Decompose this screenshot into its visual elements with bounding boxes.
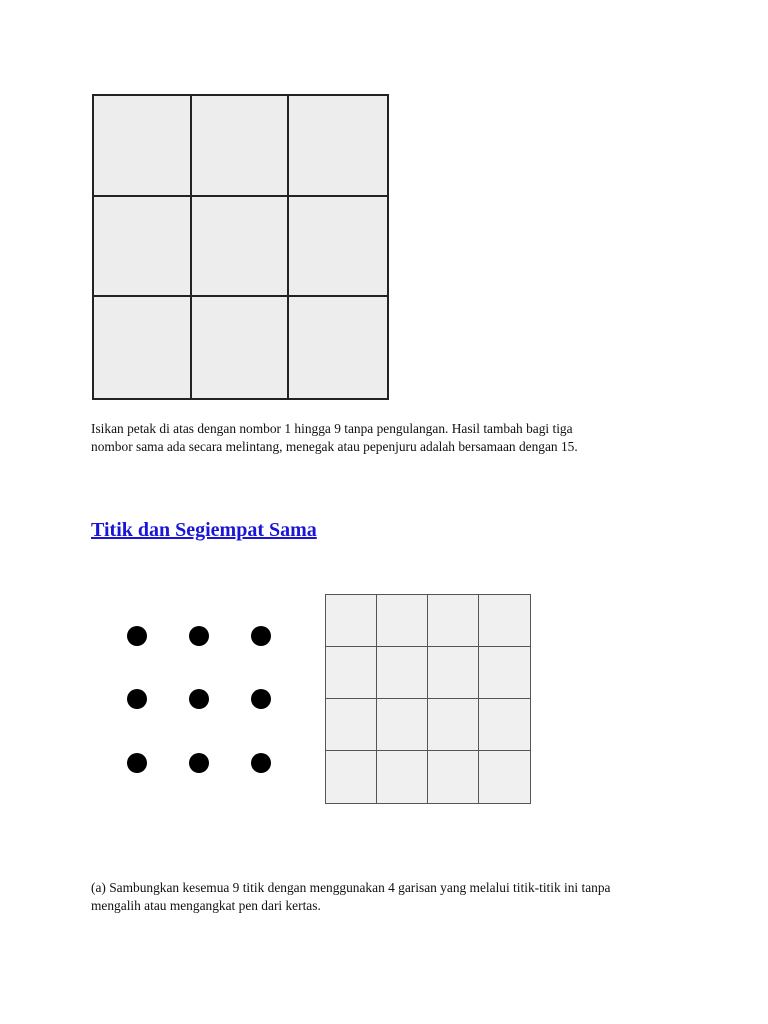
dots-question [91, 879, 691, 915]
grid-cell [479, 595, 530, 647]
grid-cell [192, 197, 290, 298]
grid-cell [377, 647, 428, 699]
dot [251, 689, 271, 709]
grid-cell [377, 595, 428, 647]
grid-cell [289, 96, 387, 197]
grid-cell [94, 197, 192, 298]
grid-cell [479, 699, 530, 751]
grid-cell [428, 751, 479, 803]
grid-cell [94, 96, 192, 197]
dot [127, 753, 147, 773]
grid-cell [377, 751, 428, 803]
instruction-line: nombor sama ada secara melintang, menegak atau pepenjuru adalah bersamaan dengan 15. [91, 439, 578, 454]
grid-cell [479, 751, 530, 803]
grid-cell [192, 297, 290, 398]
dot [189, 626, 209, 646]
grid-cell [326, 751, 377, 803]
magic-square-grid [92, 94, 389, 400]
instruction-line: Isikan petak di atas dengan nombor 1 hingga 9 tanpa pengulangan. Hasil tambah bagi tiga [91, 421, 573, 436]
grid-cell [289, 297, 387, 398]
grid-cell [326, 595, 377, 647]
section-heading-link[interactable]: Titik dan Segiempat Sama [91, 519, 317, 541]
grid-cell [428, 595, 479, 647]
grid-cell [428, 699, 479, 751]
magic-square-instructions [91, 420, 691, 456]
grid-cell [479, 647, 530, 699]
square-grid-4x4 [325, 594, 531, 804]
grid-cell [94, 297, 192, 398]
dot [127, 626, 147, 646]
grid-cell [326, 647, 377, 699]
grid-cell [289, 197, 387, 298]
grid-cell [192, 96, 290, 197]
dot [251, 626, 271, 646]
dot [127, 689, 147, 709]
grid-cell [326, 699, 377, 751]
dot [189, 753, 209, 773]
dot [189, 689, 209, 709]
dot [251, 753, 271, 773]
question-line: mengalih atau mengangkat pen dari kertas. [91, 898, 321, 913]
question-line: (a) Sambungkan kesemua 9 titik dengan menggunakan 4 garisan yang melalui titik-titik ini tanpa [91, 880, 611, 895]
grid-cell [428, 647, 479, 699]
grid-cell [377, 699, 428, 751]
